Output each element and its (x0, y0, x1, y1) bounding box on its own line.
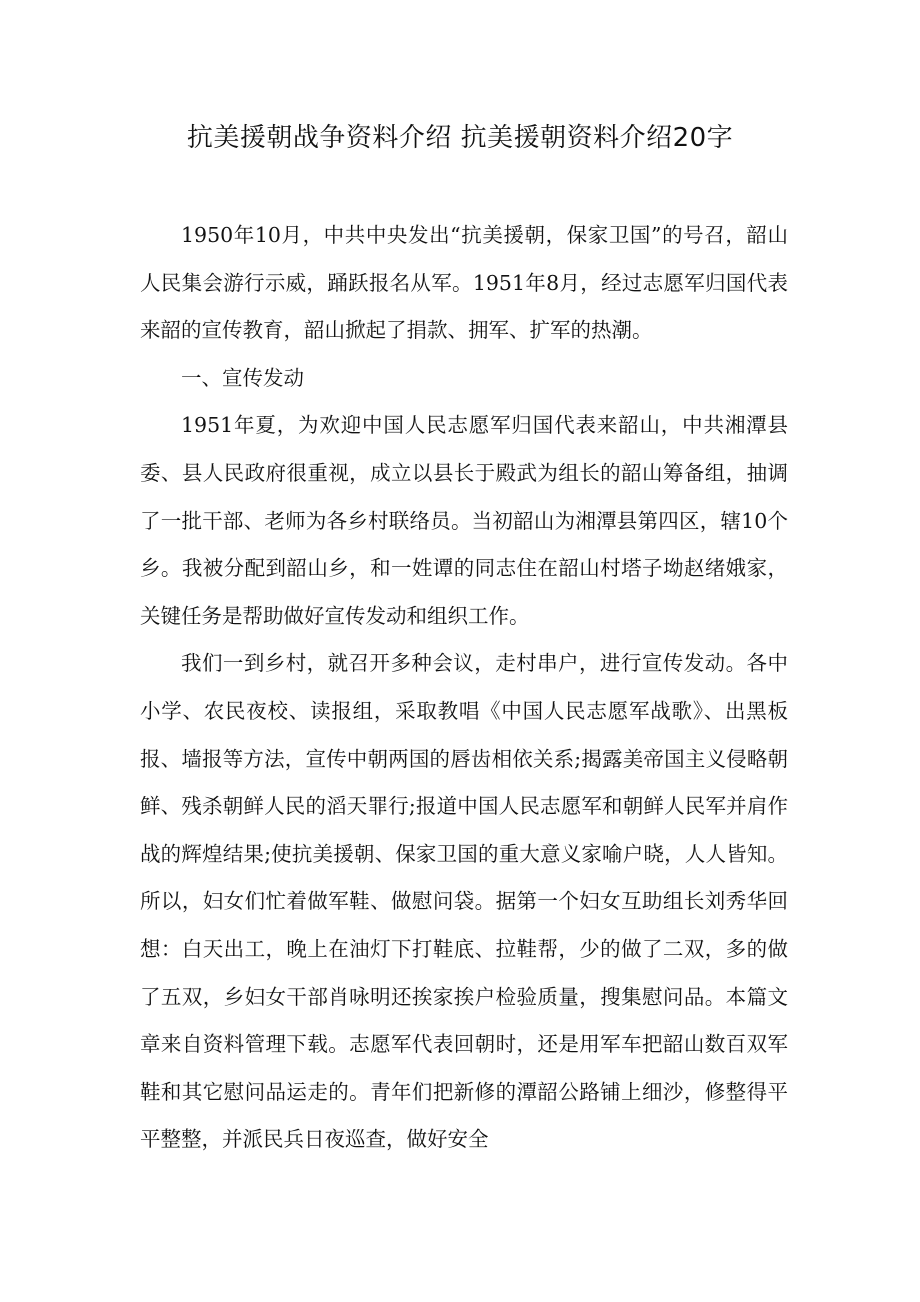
document-body (140, 212, 788, 1164)
document-title: 抗美援朝战争资料介绍 抗美援朝资料介绍20字 (186, 123, 734, 153)
paragraph-intro: 1950年10月，中共中央发出“抗美援朝，保家卫国”的号召，韶山人民集会游行示威，踊跃报名从军。1951年8月，经过志愿军归国代表来韶的宣传教育，韶山掀起了捐款、拥军、扩军的热潮。 (140, 223, 788, 343)
paragraph-mobilization: 我们一到乡村，就召开多种会议，走村串户，进行宣传发动。各中小学、农民夜校、读报组，采取教唱《中国人民志愿军战歌》、出黑板报、墙报等方法，宣传中朝两国的唇齿相依关系;揭露美帝国主义侵略朝鲜、残杀朝鲜人民的滔天罪行;报道中国人民志愿军和朝鲜人民军并肩作战的辉煌结果;使抗美援朝、保家卫国的重大意义家喻户晓，人人皆知。所以，妇女们忙着做军鞋、做慰问袋。据第一个妇女互助组长刘秀华回想：白天出工，晚上在油灯下打鞋底、拉鞋帮，少的做了二双，多的做了五双，乡妇女干部肖咏明还挨家挨户检验质量，搜集慰问品。本篇文章来自资料管理下载。志愿军代表回朝时，还是用军车把韶山数百双军鞋和其它慰问品运走的。青年们把新修的潭韶公路铺上细沙，修整得平平整整，并派民兵日夜巡查，做好安全 (140, 651, 788, 1152)
section-heading: 一、宣传发动 (181, 365, 304, 390)
paragraph-preparation: 1951年夏，为欢迎中国人民志愿军归国代表来韶山，中共湘潭县委、县人民政府很重视，成立以县长于殿武为组长的韶山筹备组，抽调了一批干部、老师为各乡村联络员。当初韶山为湘潭县第四区，辖10个乡。我被分配到韶山乡，和一姓谭的同志住在韶山村塔子坳赵绪娥家，关键任务是帮助做好宣传发动和组织工作。 (140, 413, 788, 628)
